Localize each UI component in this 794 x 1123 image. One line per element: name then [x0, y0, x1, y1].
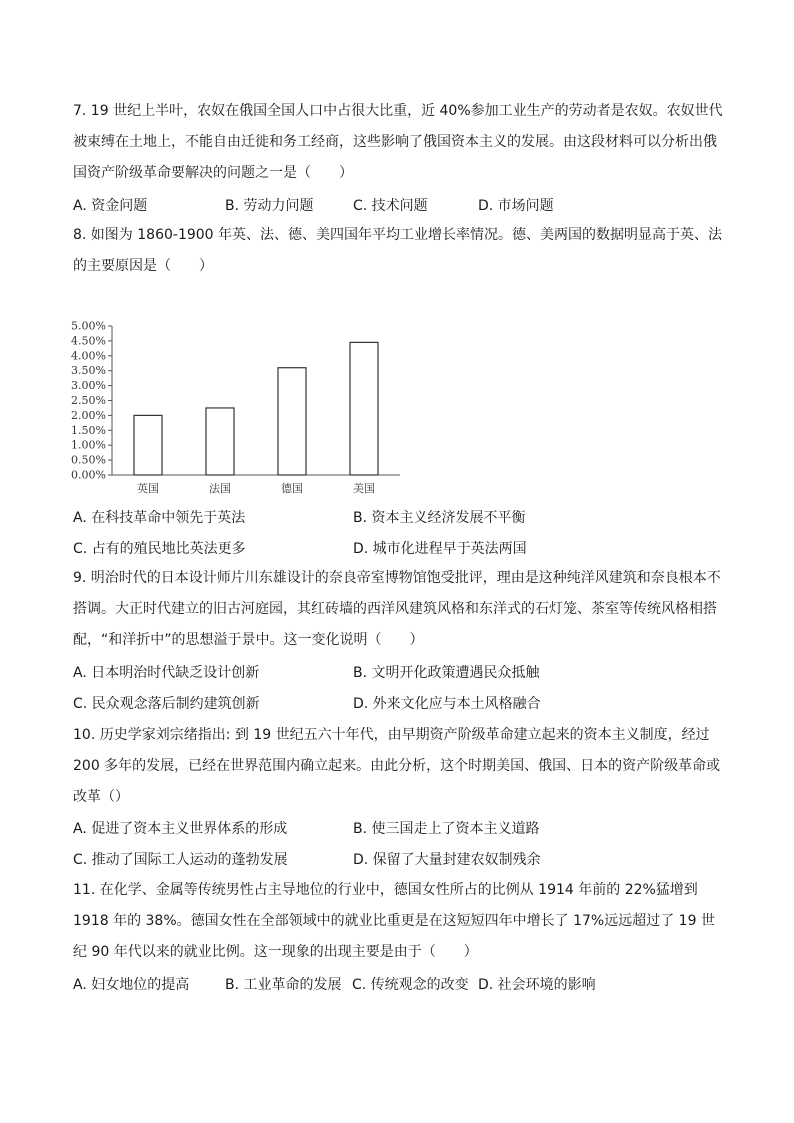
y-tick-label: 4.50%: [71, 334, 106, 348]
x-tick-label: 美国: [353, 482, 375, 495]
question-8: [73, 220, 723, 282]
bars: [134, 342, 378, 475]
y-axis: [71, 320, 112, 482]
option-a[interactable]: A. 资金问题: [73, 198, 148, 214]
option-d[interactable]: D. 外来文化应与本土风格融合: [353, 696, 541, 712]
question-stem: 7. 19 世纪上半叶，农奴在俄国全国人口中占很大比重，近 40%参加工业生产的劳动者是农奴。农奴世代被束缚在土地上，不能自由迁徙和务工经商，这些影响了俄国资本主义的发展。由这段材料可以分析出俄国资产阶级革命要解决的问题之一是（ ）: [73, 103, 723, 181]
option-a[interactable]: A. 妇女地位的提高: [73, 977, 190, 993]
bar: [134, 415, 162, 475]
x-tick-label: 德国: [281, 482, 303, 495]
y-tick-label: 3.00%: [71, 379, 106, 393]
question-7: [73, 96, 723, 189]
question-9: [73, 563, 723, 656]
y-tick-label: 1.00%: [71, 438, 106, 452]
x-tick-label: 法国: [209, 482, 231, 495]
option-c[interactable]: C. 推动了国际工人运动的蓬勃发展: [73, 852, 288, 868]
option-b[interactable]: B. 使三国走上了资本主义道路: [353, 821, 540, 837]
question-7-options: [73, 196, 733, 216]
y-tick-label: 5.00%: [71, 319, 106, 333]
question-stem: 8. 如图为 1860-1900 年英、法、德、美四国年平均工业增长率情况。德、美两国的数据明显高于英、法的主要原因是（ ）: [73, 227, 723, 274]
x-tick-label: 英国: [137, 482, 159, 495]
option-b[interactable]: B. 劳动力问题: [225, 198, 314, 214]
y-tick-label: 0.00%: [71, 468, 106, 482]
option-a[interactable]: A. 促进了资本主义世界体系的形成: [73, 821, 288, 837]
question-stem: 9. 明治时代的日本设计师片川东雄设计的奈良帝室博物馆饱受批评，理由是这种纯洋风建筑和奈良根本不搭调。大正时代建立的旧古河庭园，其红砖墙的西洋风建筑风格和东洋式的石灯笼、茶室等传统风格相搭配，“和洋折中”的思想溢于景中。这一变化说明（ ）: [73, 570, 721, 648]
question-11: [73, 875, 723, 968]
growth-rate-bar-chart: [60, 318, 420, 503]
question-8-options-row2: [73, 539, 733, 559]
question-10-options: [73, 819, 733, 839]
question-8-options: [73, 508, 733, 528]
bar: [206, 408, 234, 475]
y-tick-label: 4.00%: [71, 349, 106, 363]
option-d[interactable]: D. 城市化进程早于英法两国: [353, 541, 527, 557]
y-tick-label: 1.50%: [71, 423, 106, 437]
y-tick-label: 3.50%: [71, 364, 106, 378]
y-tick-label: 2.50%: [71, 394, 106, 407]
option-d[interactable]: D. 市场问题: [478, 198, 554, 214]
question-9-options-row2: [73, 694, 733, 714]
question-10: [73, 720, 723, 813]
option-c[interactable]: C. 技术问题: [353, 198, 428, 214]
question-10-options-row2: [73, 850, 733, 870]
option-a[interactable]: A. 日本明治时代缺乏设计创新: [73, 665, 260, 681]
option-d[interactable]: D. 保留了大量封建农奴制残余: [353, 852, 541, 868]
question-stem: 10. 历史学家刘宗绪指出: 到 19 世纪五六十年代，由早期资产阶级革命建立起来的资本主义制度，经过 200 多年的发展，已经在世界范围内确立起来。由此分析，这个时期美国、俄国、日本的资产阶级革命或改革（）: [73, 727, 721, 805]
option-b[interactable]: B. 工业革命的发展: [225, 977, 342, 993]
option-a[interactable]: A. 在科技革命中领先于英法: [73, 510, 246, 526]
x-axis: [112, 475, 400, 495]
y-tick-label: 0.50%: [71, 453, 106, 467]
bar: [278, 368, 306, 475]
y-tick-label: 2.00%: [71, 408, 106, 422]
option-c[interactable]: C. 民众观念落后制约建筑创新: [73, 696, 260, 712]
option-b[interactable]: B. 资本主义经济发展不平衡: [353, 510, 526, 526]
option-d[interactable]: D. 社会环境的影响: [478, 977, 596, 993]
question-11-options: [73, 975, 733, 995]
question-stem: 11. 在化学、金属等传统男性占主导地位的行业中，德国女性所占的比例从 1914 年前的 22%猛增到 1918 年的 38%。德国女性在全部领域中的就业比重更是在这短短四年中增长了 17%远远超过了 19 世纪 90 年代以来的就业比例。这一现象的出现主要是由于（ ）: [73, 882, 715, 960]
option-c[interactable]: C. 传统观念的改变: [352, 977, 469, 993]
bar: [350, 342, 378, 475]
option-b[interactable]: B. 文明开化政策遭遇民众抵触: [353, 665, 540, 681]
option-c[interactable]: C. 占有的殖民地比英法更多: [73, 541, 246, 557]
question-9-options: [73, 663, 733, 683]
